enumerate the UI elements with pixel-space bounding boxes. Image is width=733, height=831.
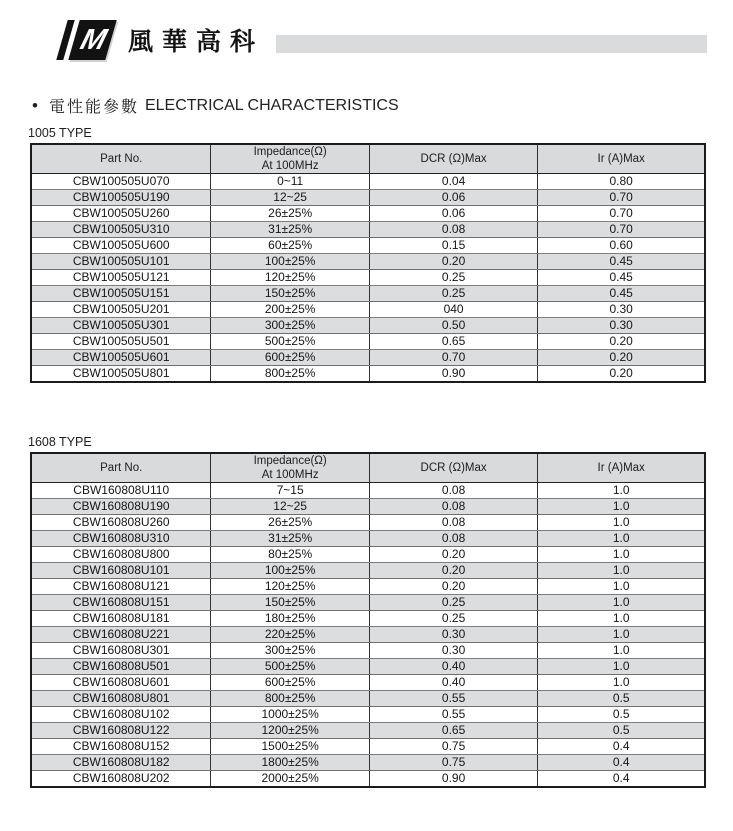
table-row: [31, 238, 705, 254]
table-row: [31, 627, 705, 643]
table-cell: 600±25%: [211, 350, 369, 366]
table-cell: 0.40: [369, 659, 538, 675]
table-cell: CBW100505U801: [31, 366, 211, 383]
table-cell: 80±25%: [211, 547, 369, 563]
table-cell: 0.25: [369, 595, 538, 611]
table-cell: 0.30: [538, 302, 705, 318]
spec-table-1005: [30, 143, 706, 383]
table-row: [31, 206, 705, 222]
table-row: [31, 563, 705, 579]
table-cell: 26±25%: [211, 515, 369, 531]
table-row: [31, 286, 705, 302]
table-cell: CBW160808U181: [31, 611, 211, 627]
table-cell: 0.15: [369, 238, 538, 254]
table-cell: 0.08: [369, 222, 538, 238]
table-cell: 500±25%: [211, 334, 369, 350]
table-cell: 0.30: [369, 627, 538, 643]
table-row: [31, 318, 705, 334]
table-cell: CBW100505U070: [31, 174, 211, 190]
section-heading-cn: 電性能參數: [48, 99, 139, 116]
logo-monogram-box: [68, 20, 116, 60]
table-cell: CBW160808U110: [31, 483, 211, 499]
table-row: [31, 334, 705, 350]
table-cell: CBW160808U501: [31, 659, 211, 675]
table-cell: CBW100505U310: [31, 222, 211, 238]
table-cell: 0.4: [538, 739, 705, 755]
table-cell: 180±25%: [211, 611, 369, 627]
table-cell: CBW160808U122: [31, 723, 211, 739]
table-cell: CBW100505U260: [31, 206, 211, 222]
header-impedance: Impedance(Ω) At 100MHz: [211, 144, 369, 174]
table-cell: 1.0: [538, 499, 705, 515]
table-cell: CBW100505U190: [31, 190, 211, 206]
table-cell: CBW160808U260: [31, 515, 211, 531]
table-cell: 0.08: [369, 483, 538, 499]
logo-m-letter: M: [76, 23, 111, 56]
table-cell: 0.75: [369, 739, 538, 755]
table-cell: 0.65: [369, 334, 538, 350]
table-cell: 0.06: [369, 190, 538, 206]
table-cell: 0.20: [369, 563, 538, 579]
header-part-no: Part No.: [31, 144, 211, 174]
table-cell: 0.90: [369, 771, 538, 788]
table-cell: 0.08: [369, 531, 538, 547]
table-cell: 1800±25%: [211, 755, 369, 771]
table-cell: 2000±25%: [211, 771, 369, 788]
table-cell: 0.4: [538, 755, 705, 771]
table-cell: 12~25: [211, 190, 369, 206]
table-cell: CBW160808U190: [31, 499, 211, 515]
table-cell: 1.0: [538, 611, 705, 627]
table-cell: CBW160808U182: [31, 755, 211, 771]
table-cell: 300±25%: [211, 318, 369, 334]
table-cell: 0.20: [369, 547, 538, 563]
table-cell: 0.25: [369, 286, 538, 302]
table-cell: 0.06: [369, 206, 538, 222]
table-cell: 800±25%: [211, 366, 369, 383]
table-section-1005: [0, 126, 733, 383]
table-row: [31, 350, 705, 366]
table-cell: 0.40: [369, 675, 538, 691]
table-cell: 26±25%: [211, 206, 369, 222]
table-cell: 0.20: [538, 366, 705, 383]
table-cell: 1.0: [538, 579, 705, 595]
table-row: [31, 739, 705, 755]
table-row: [31, 499, 705, 515]
table-row: [31, 222, 705, 238]
bullet-icon: •: [32, 96, 38, 115]
table-row: [31, 659, 705, 675]
table-row: [31, 302, 705, 318]
table-cell: 0.20: [538, 350, 705, 366]
table-cell: CBW160808U601: [31, 675, 211, 691]
table-row: [31, 675, 705, 691]
table-cell: 0.75: [369, 755, 538, 771]
header-impedance: Impedance(Ω) At 100MHz: [211, 453, 369, 483]
table-cell: 7~15: [211, 483, 369, 499]
table-row: [31, 723, 705, 739]
header-ir: Ir (A)Max: [538, 453, 705, 483]
table-cell: CBW100505U201: [31, 302, 211, 318]
table-row: [31, 174, 705, 190]
table-cell: 1200±25%: [211, 723, 369, 739]
table-title: 1005 TYPE: [28, 126, 92, 140]
table-cell: 1500±25%: [211, 739, 369, 755]
table-cell: 0.80: [538, 174, 705, 190]
table-cell: 0.25: [369, 611, 538, 627]
table-cell: CBW160808U121: [31, 579, 211, 595]
table-cell: 0.25: [369, 270, 538, 286]
table-cell: 040: [369, 302, 538, 318]
table-cell: CBW100505U601: [31, 350, 211, 366]
table-cell: 100±25%: [211, 563, 369, 579]
table-cell: 0.4: [538, 771, 705, 788]
table-row: [31, 771, 705, 788]
brand-name: 風華高科: [128, 28, 265, 56]
table-cell: 0.70: [538, 222, 705, 238]
table-cell: 220±25%: [211, 627, 369, 643]
table-cell: 0.55: [369, 707, 538, 723]
table-row: [31, 595, 705, 611]
table-row: [31, 579, 705, 595]
table-cell: CBW100505U101: [31, 254, 211, 270]
table-cell: 1.0: [538, 563, 705, 579]
table-cell: 0.50: [369, 318, 538, 334]
table-cell: CBW100505U301: [31, 318, 211, 334]
table-cell: 0.20: [369, 579, 538, 595]
table-cell: 500±25%: [211, 659, 369, 675]
spec-table-1608: [30, 452, 706, 788]
table-body: [31, 174, 705, 383]
table-row: [31, 515, 705, 531]
table-cell: 31±25%: [211, 531, 369, 547]
table-cell: 0.30: [538, 318, 705, 334]
table-cell: 1.0: [538, 531, 705, 547]
table-cell: 0.5: [538, 723, 705, 739]
table-header: [31, 144, 705, 174]
section-heading-en: ELECTRICAL CHARACTERISTICS: [144, 96, 399, 114]
header-dcr: DCR (Ω)Max: [369, 144, 538, 174]
table-cell: CBW160808U101: [31, 563, 211, 579]
table-row: [31, 531, 705, 547]
table-row: [31, 611, 705, 627]
table-cell: 0.20: [538, 334, 705, 350]
table-cell: 1.0: [538, 675, 705, 691]
table-cell: 0.45: [538, 254, 705, 270]
table-cell: CBW160808U801: [31, 691, 211, 707]
table-cell: 120±25%: [211, 270, 369, 286]
table-cell: 150±25%: [211, 595, 369, 611]
table-row: [31, 254, 705, 270]
table-row: [31, 190, 705, 206]
table-cell: 0.55: [369, 691, 538, 707]
header-part-no: Part No.: [31, 453, 211, 483]
table-section-1608: [0, 435, 733, 788]
table-body: [31, 483, 705, 788]
table-row: [31, 691, 705, 707]
table-cell: CBW160808U152: [31, 739, 211, 755]
table-cell: 0.08: [369, 499, 538, 515]
table-cell: 12~25: [211, 499, 369, 515]
table-cell: 150±25%: [211, 286, 369, 302]
table-cell: 0.30: [369, 643, 538, 659]
section-heading: [32, 94, 705, 117]
table-cell: 0.65: [369, 723, 538, 739]
table-title: 1608 TYPE: [28, 435, 92, 449]
table-row: [31, 755, 705, 771]
header-dcr: DCR (Ω)Max: [369, 453, 538, 483]
table-cell: 1.0: [538, 627, 705, 643]
table-cell: CBW160808U310: [31, 531, 211, 547]
table-cell: 120±25%: [211, 579, 369, 595]
table-cell: 1.0: [538, 483, 705, 499]
table-row: [31, 707, 705, 723]
table-cell: 1.0: [538, 643, 705, 659]
table-row: [31, 366, 705, 383]
table-cell: 800±25%: [211, 691, 369, 707]
table-cell: 31±25%: [211, 222, 369, 238]
table-cell: 0.70: [538, 206, 705, 222]
table-cell: CBW160808U221: [31, 627, 211, 643]
table-cell: 0~11: [211, 174, 369, 190]
table-cell: CBW100505U501: [31, 334, 211, 350]
table-cell: 200±25%: [211, 302, 369, 318]
table-cell: CBW100505U151: [31, 286, 211, 302]
table-row: [31, 643, 705, 659]
brand-divider-bar: [276, 35, 707, 53]
table-cell: 0.5: [538, 691, 705, 707]
table-cell: 0.08: [369, 515, 538, 531]
table-header: [31, 453, 705, 483]
table-cell: 0.45: [538, 270, 705, 286]
table-cell: CBW100505U600: [31, 238, 211, 254]
table-cell: 0.70: [369, 350, 538, 366]
fenghua-logo-icon: [60, 20, 114, 60]
table-cell: 1.0: [538, 659, 705, 675]
header-ir: Ir (A)Max: [538, 144, 705, 174]
table-cell: 600±25%: [211, 675, 369, 691]
table-cell: 0.90: [369, 366, 538, 383]
table-cell: 1000±25%: [211, 707, 369, 723]
table-cell: 0.20: [369, 254, 538, 270]
table-cell: 0.04: [369, 174, 538, 190]
table-cell: CBW160808U800: [31, 547, 211, 563]
table-row: [31, 270, 705, 286]
table-cell: CBW160808U151: [31, 595, 211, 611]
table-cell: CBW160808U301: [31, 643, 211, 659]
table-cell: 60±25%: [211, 238, 369, 254]
table-cell: 0.5: [538, 707, 705, 723]
table-cell: 1.0: [538, 547, 705, 563]
table-cell: 1.0: [538, 595, 705, 611]
brand-header: [0, 0, 733, 62]
table-row: [31, 483, 705, 499]
table-cell: 300±25%: [211, 643, 369, 659]
table-cell: CBW160808U202: [31, 771, 211, 788]
table-cell: 0.70: [538, 190, 705, 206]
table-cell: 100±25%: [211, 254, 369, 270]
table-cell: CBW100505U121: [31, 270, 211, 286]
table-cell: 0.45: [538, 286, 705, 302]
table-cell: 1.0: [538, 515, 705, 531]
table-row: [31, 547, 705, 563]
table-cell: CBW160808U102: [31, 707, 211, 723]
table-cell: 0.60: [538, 238, 705, 254]
